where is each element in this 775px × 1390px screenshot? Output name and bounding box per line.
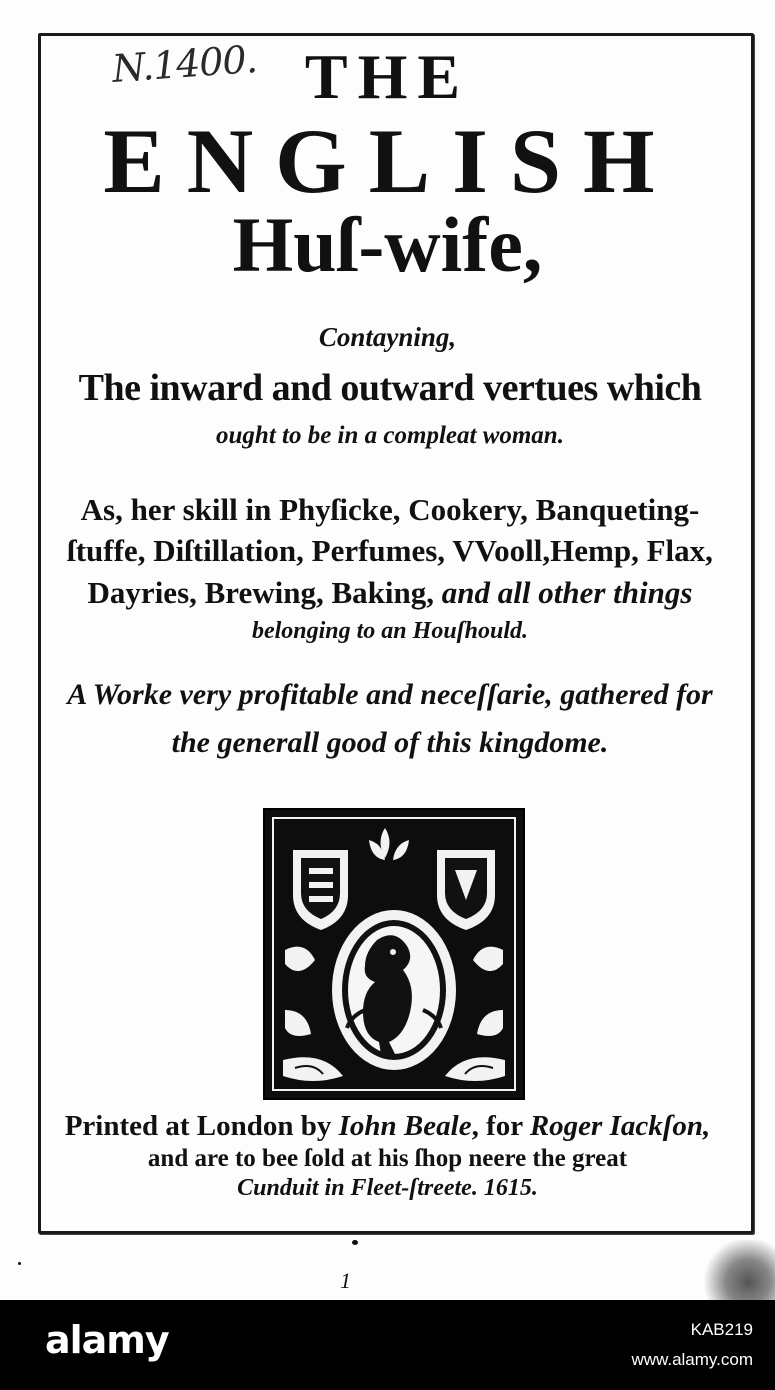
imprint-line-1 [0, 1110, 775, 1143]
subtitle-line-3: As, her skill in Phyſicke, Cookery, Banqueting- [80, 492, 700, 527]
folio-signature-mark: 1 [340, 1268, 351, 1293]
title-huswife: Huſ-wife, [232, 201, 543, 288]
title-the: THE [304, 41, 471, 112]
subtitle-line-5-italic: and all other things [441, 575, 693, 610]
subtitle-line-4: ſtuffe, Diſtillation, Perfumes, VVooll,Hemp, Flax, [67, 533, 713, 568]
imprint-printer: Iohn Beale [338, 1110, 472, 1142]
imprint-line-2: and are to bee ſold at his ſhop neere the great [147, 1145, 628, 1172]
watermark-url: www.alamy.com [631, 1350, 753, 1369]
subtitle-line-6: belonging to an Houſhould. [251, 618, 529, 644]
subtitle-line-1: The inward and outward vertues which [78, 367, 702, 409]
imprint-for: , for [471, 1110, 523, 1142]
subtitle-line-7: A Worke very profitable and neceſſarie, gathered for [67, 678, 713, 711]
subtitle-line-8: the generall good of this kingdome. [171, 726, 609, 759]
imprint-publisher: Roger Iackſon, [529, 1110, 711, 1142]
subtitle-line-5 [40, 575, 740, 611]
alamy-logo: alamy [45, 1318, 169, 1362]
subtitle-contayning: Contayning, [318, 322, 457, 352]
imprint-line-3: Cunduit in Fleet-ſtreete. 1615. [237, 1175, 538, 1201]
watermark-banner [0, 1300, 775, 1390]
imprint-place: Printed at London by [64, 1110, 332, 1142]
subtitle-line-2: ought to be in a compleat woman. [216, 422, 564, 449]
manuscript-shelfmark: N.1400. [110, 37, 259, 91]
subtitle-line-5-roman: Dayries, Brewing, Baking, [87, 575, 435, 610]
title-english: ENGLISH [103, 110, 677, 212]
printers-device-woodcut [263, 808, 525, 1100]
ink-speck [352, 1240, 358, 1245]
ink-speck [18, 1262, 21, 1265]
image-code: KAB219 [690, 1320, 753, 1339]
